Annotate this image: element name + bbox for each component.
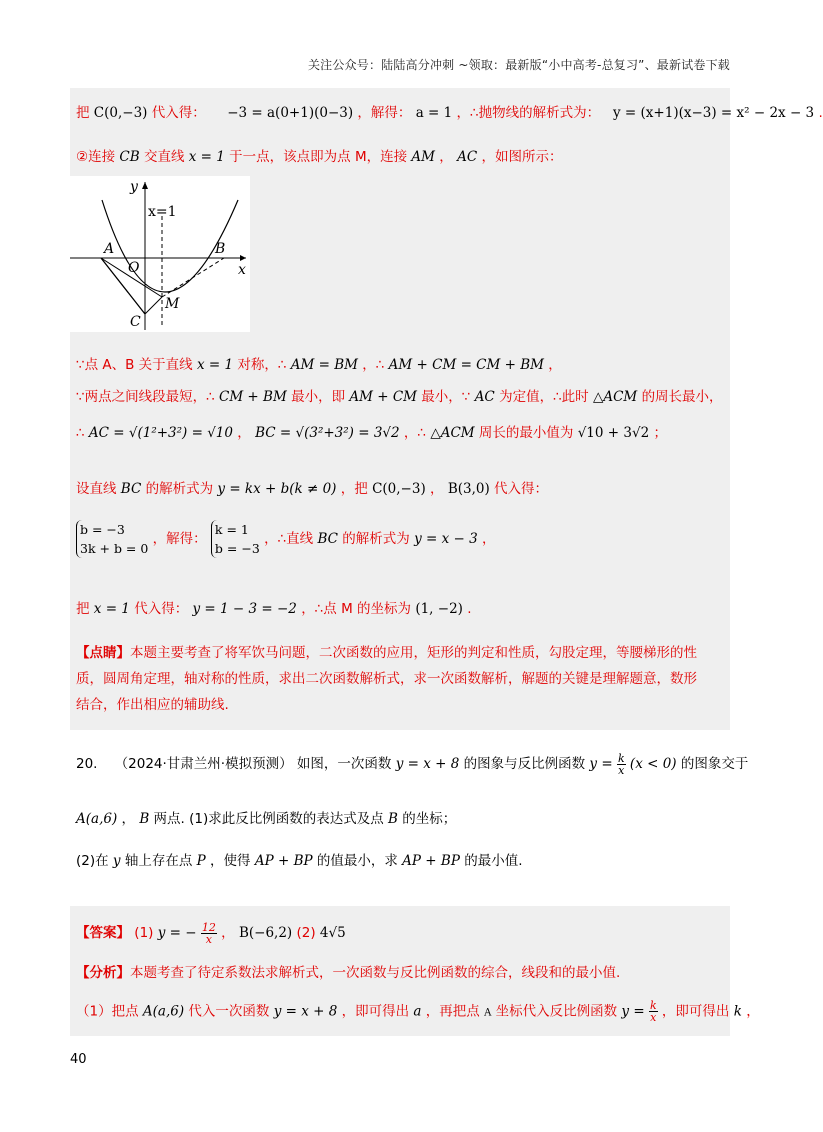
math: A(a,6) (76, 811, 118, 827)
math: y = x − 3 (414, 531, 478, 547)
math: B(−6,2) (238, 925, 293, 941)
math: AM = BM (290, 357, 358, 373)
math: △ACM (592, 389, 638, 405)
text: ， (221, 925, 235, 941)
solution-line-6 (76, 480, 548, 498)
math: B(3,0) (447, 481, 490, 497)
text: ，解得： (357, 105, 412, 121)
text: ， (121, 811, 136, 827)
text: ∵点 A、B 关于直线 (76, 357, 193, 373)
denominator: x (618, 763, 625, 777)
math: (x < 0) (629, 756, 677, 772)
math: 3k + b = 0 (80, 541, 149, 556)
text: ∴ (76, 425, 85, 441)
math: b = −3 (80, 522, 125, 537)
label-x-equals-1: x=1 (148, 204, 177, 220)
math: 4√5 (319, 925, 346, 941)
math: k = 1 (214, 522, 249, 537)
solution-line-7 (76, 520, 496, 558)
text: 质，圆周角定理，轴对称的性质，求出二次函数解析式，求一次函数解析，解题的关键是理解题意，数形 (76, 671, 697, 687)
analysis-line-1 (76, 964, 620, 982)
text: 本题考查了待定系数法求解析式，一次函数与反比例函数的综合，线段和的最小值. (130, 965, 621, 981)
text: ，再把点 (425, 1003, 480, 1020)
text: 于一点，该点即为点 M，连接 (229, 149, 408, 165)
text: ，∴抛物线的解析式为： (456, 105, 601, 121)
text: 轴上存在点 (124, 853, 193, 869)
text: ，∴点 M 的坐标为 (301, 601, 412, 617)
numerator: k (617, 751, 625, 765)
text: （1）把点 (76, 1003, 139, 1020)
math: a (413, 1003, 422, 1020)
numerator: 12 (201, 920, 216, 934)
equation-system-2 (211, 520, 260, 558)
parabola-figure (70, 176, 250, 332)
math: CM + BM (218, 389, 287, 405)
label-A: A (104, 241, 115, 257)
denominator: x (205, 932, 212, 946)
text: 坐标代入反比例函数 (495, 1003, 618, 1020)
math: (1, −2) (415, 601, 463, 617)
text: 设直线 (76, 481, 117, 497)
text: 代入得： (134, 601, 189, 617)
text: 交直线 (143, 149, 185, 165)
text: 的解析式为 (342, 531, 410, 547)
text: ，即可得出 (661, 1003, 730, 1020)
math: AP + BP (254, 853, 313, 869)
denominator: x (650, 1011, 657, 1024)
math: x = 1 (188, 149, 225, 165)
equation-system-1 (76, 520, 148, 558)
math: y = (x+1)(x−3) = x² − 2x − 3 (613, 105, 815, 121)
math: y = kx + b(k ≠ 0) (217, 481, 337, 497)
answer-tag: 【答案】 (76, 925, 130, 941)
math: BC (317, 531, 338, 547)
math: AC = √(1²+3²) = √10 (88, 425, 233, 441)
math: y (112, 853, 121, 869)
text: 的坐标； (402, 811, 457, 827)
math: AM (411, 149, 435, 165)
text: 的图象交于 (680, 756, 749, 772)
page-number: 40 (70, 1052, 87, 1067)
text: 的值最小，求 (316, 853, 398, 869)
question-20-line-2 (76, 810, 456, 828)
text: ，如图所示： (481, 149, 563, 165)
text: 代入一次函数 (188, 1003, 270, 1020)
math: a = 1 (415, 105, 453, 121)
math: AP + BP (402, 853, 460, 869)
solution-line-5 (76, 424, 667, 442)
text: 把 (76, 105, 90, 121)
text: 的图象与反比例函数 (463, 756, 586, 772)
text: . (467, 601, 472, 617)
math: B (139, 811, 150, 827)
label-y: y (130, 179, 138, 195)
question-source: （2024·甘肃兰州·模拟预测） (114, 756, 293, 772)
text: 的最小值. (464, 853, 523, 869)
text: 本题主要考查了将军饮马问题，二次函数的应用，矩形的判定和性质，勾股定理，等腰梯形的性 (130, 645, 697, 661)
math: −3 = a(0+1)(0−3) (227, 105, 354, 121)
math: y = (589, 756, 613, 772)
solution-line-3 (76, 356, 562, 374)
text: ∵两点之间线段最短，∴ (76, 389, 215, 405)
text: ，∴ (362, 357, 385, 373)
text: 两点. (1)求此反比例函数的表达式及点 (153, 811, 384, 827)
text: ，使得 (210, 853, 251, 869)
text: ， (482, 531, 496, 547)
label-B: B (215, 241, 226, 257)
text: ， (439, 149, 453, 165)
math: A(a,6) (142, 1003, 185, 1020)
question-number: 20. (76, 756, 98, 772)
math: √10 + 3√2 (577, 425, 650, 441)
fraction-12-over-x (201, 922, 217, 945)
text: ，解得： (152, 531, 207, 547)
math: AC (474, 389, 495, 405)
math: BC = √(3²+3²) = 3√2 (255, 425, 400, 441)
math: x = 1 (196, 357, 234, 373)
text: 把 (76, 601, 90, 617)
math: BC (120, 481, 142, 497)
text: 为定值，∴此时 (499, 389, 589, 405)
answer-line (76, 920, 346, 946)
text: 对称，∴ (237, 357, 287, 373)
math: y = x + 8 (273, 1003, 338, 1020)
math: C(0,−3) (93, 105, 148, 121)
text: ②连接 (76, 149, 116, 165)
text: ， (746, 1003, 760, 1020)
fraction-k-over-x-2 (649, 1000, 658, 1023)
math: △ACM (430, 425, 475, 441)
answer-part-2-label: (2) (296, 925, 316, 941)
math: B (388, 811, 398, 827)
math: AM + CM (349, 389, 417, 405)
text: 最小，∵ (421, 389, 471, 405)
text: 结合，作出相应的辅助线. (76, 697, 229, 713)
math: AC (457, 149, 478, 165)
text: ，即可得出 (341, 1003, 410, 1020)
note-paragraph (76, 640, 726, 718)
answer-part-1-label: (1) (134, 925, 154, 941)
label-x: x (238, 262, 246, 278)
math: x = 1 (93, 601, 130, 617)
math: k (733, 1003, 742, 1020)
text: 如图，一次函数 (296, 756, 392, 772)
text: ，把 (340, 481, 368, 497)
page-header: 关注公众号：陆陆高分冲刺 ~领取：最新版“小中高考-总复习”、最新试卷下载 (307, 58, 730, 72)
label-C: C (130, 314, 141, 330)
text: . (818, 105, 823, 121)
math: A (484, 1007, 492, 1019)
text: 的解析式为 (145, 481, 214, 497)
text: 代入得： (494, 481, 549, 497)
math: y = (621, 1003, 645, 1020)
math: y = − (157, 925, 197, 941)
text: ， (548, 357, 562, 373)
numerator: k (649, 999, 657, 1012)
math: P (196, 853, 206, 869)
text: ； (653, 425, 667, 441)
text: 周长的最小值为 (478, 425, 574, 441)
label-O: O (128, 260, 140, 276)
text: 最小，即 (291, 389, 346, 405)
analysis-line-2 (76, 1000, 760, 1025)
solution-line-1 (76, 104, 823, 122)
question-20-line-1 (76, 752, 748, 776)
analysis-tag: 【分析】 (76, 965, 130, 981)
note-tag: 【点睛】 (76, 645, 130, 661)
math: y = x + 8 (395, 756, 460, 772)
label-M: M (165, 296, 180, 312)
text: 的周长最小， (641, 389, 723, 405)
text: ，∴直线 (264, 531, 314, 547)
solution-line-8 (76, 600, 472, 618)
text: ，∴ (403, 425, 427, 441)
text: (2)在 (76, 853, 109, 869)
text: ， (430, 481, 444, 497)
text: 代入得： (151, 105, 206, 121)
question-20-line-3 (76, 852, 523, 870)
fraction-k-over-x (617, 753, 626, 776)
math: C(0,−3) (372, 481, 426, 497)
text: ， (237, 425, 251, 441)
math: b = −3 (214, 541, 260, 556)
math: CB (119, 149, 140, 165)
solution-line-4 (76, 388, 723, 406)
math: y = 1 − 3 = −2 (192, 601, 297, 617)
math: AM + CM = CM + BM (388, 357, 544, 373)
solution-line-2 (76, 148, 562, 166)
